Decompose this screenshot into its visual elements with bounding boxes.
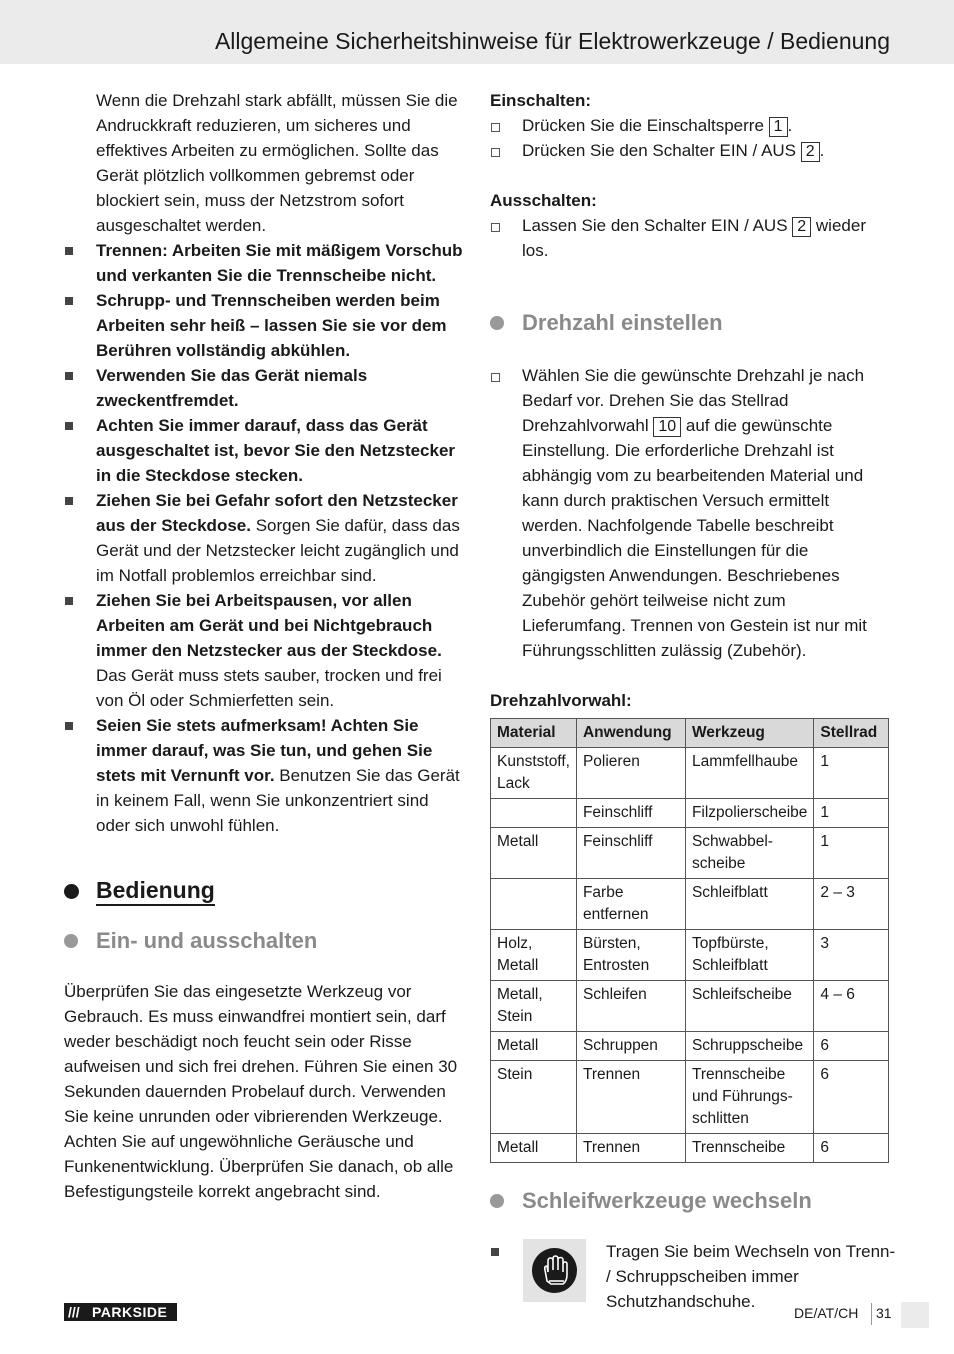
on-label: Einschalten:	[490, 91, 592, 110]
table-label: Drehzahlvorwahl:	[490, 691, 632, 710]
bullet-square-icon	[65, 297, 73, 305]
subsection-title: Ein- und ausschalten	[96, 928, 318, 953]
table-row	[491, 1134, 889, 1163]
subsection-heading	[64, 928, 464, 953]
table-header-cell: Anwendung	[576, 719, 685, 748]
table-header-cell: Stellrad	[814, 719, 889, 748]
parkside-logo: /// PARKSIDE	[64, 1303, 177, 1321]
bullet-square-icon	[65, 722, 73, 730]
table-header-cell: Werkzeug	[685, 719, 813, 748]
page-header	[0, 0, 954, 64]
bullet-square-icon	[65, 497, 73, 505]
key-ref: 10	[653, 417, 681, 437]
table-cell: 6	[814, 1061, 889, 1134]
safety-bullet: Trennen: Arbeiten Sie mit mäßigem Vorschub und verkanten Sie die Trennscheibe nicht.	[64, 238, 464, 288]
table-cell: Lammfellhaube	[685, 748, 813, 799]
checkbox-square-icon	[491, 148, 500, 157]
section-title: Bedienung	[96, 876, 215, 906]
table-cell: 6	[814, 1032, 889, 1061]
checkbox-square-icon	[491, 373, 500, 382]
safety-bullet: Verwenden Sie das Gerät niemals zweckentfremdet.	[64, 363, 464, 413]
bullet-square-icon	[65, 247, 73, 255]
safety-bullet: Ziehen Sie bei Gefahr sofort den Netzstecker aus der Steckdose. Sorgen Sie dafür, dass das Gerät und der Netzstecker leicht zugänglich und im Notfall problemlos erreichbar sind.	[64, 488, 464, 588]
table-row	[491, 748, 889, 799]
table-cell: Metall	[491, 828, 577, 879]
table-row	[491, 828, 889, 879]
bullet-square-icon	[491, 1248, 499, 1256]
table-cell: Farbe entfernen	[576, 879, 685, 930]
tool-change-heading	[490, 1188, 890, 1213]
table-cell: Topfbürste, Schleifblatt	[685, 930, 813, 981]
safety-bullet: Schrupp- und Trennscheiben werden beim Arbeiten sehr heiß – lassen Sie sie vor dem Berühren vollständig abkühlen.	[64, 288, 464, 363]
page-number: 31	[876, 1305, 892, 1321]
bullet-dot-icon	[64, 934, 78, 948]
off-label: Ausschalten:	[490, 191, 597, 210]
speed-heading	[490, 310, 890, 335]
table-cell: Schruppscheibe	[685, 1032, 813, 1061]
glove-text: Tragen Sie beim Wechseln von Trenn- / Schruppscheiben immer Schutzhandschuhe.	[606, 1242, 896, 1311]
footer-divider	[871, 1303, 872, 1325]
right-column	[490, 88, 896, 1311]
table-cell: 6	[814, 1134, 889, 1163]
speed-title: Drehzahl einstellen	[522, 310, 723, 335]
intro-paragraph: Wenn die Drehzahl stark abfällt, müssen Sie die Andruckkraft reduzieren, um sicheres und effektives Arbeiten zu ermöglichen. Sollte das Gerät plötzlich vollkommen gebremst oder blockiert sein, muss der Netzstrom sofort ausgeschaltet werden.	[96, 91, 458, 235]
on-step: Drücken Sie die Einschaltsperre 1 .	[490, 113, 890, 138]
table-cell: Polieren	[576, 748, 685, 799]
table-cell: 1	[814, 828, 889, 879]
page-title: Allgemeine Sicherheitshinweise für Elektrowerkzeuge / Bedienung	[214, 28, 890, 54]
table-cell	[491, 879, 577, 930]
table-cell: Feinschliff	[576, 799, 685, 828]
footer-tab	[901, 1302, 929, 1328]
table-cell: Schruppen	[576, 1032, 685, 1061]
table-cell: 1	[814, 799, 889, 828]
table-cell: Bürsten, Entrosten	[576, 930, 685, 981]
check-tool-paragraph: Überprüfen Sie das eingesetzte Werkzeug vor Gebrauch. Es muss einwandfrei montiert sein, darf weder beschädigt noch feucht sein oder Risse aufweisen und sich frei drehen. Führen Sie einen 30 Sekunden dauernden Probelauf durch. Verwenden Sie keine unrunden oder vibrierenden Werkzeuge. Achten Sie auf ungewöhnliche Geräusche und Funkenentwicklung. Überprüfen Sie danach, ob alle Befestigungsteile korrekt angebracht sind.	[64, 982, 458, 1201]
table-header-row	[491, 719, 889, 748]
table-cell: Holz, Metall	[491, 930, 577, 981]
on-steps-list	[490, 113, 890, 163]
key-ref: 2	[792, 217, 811, 237]
checkbox-square-icon	[491, 123, 500, 132]
table-cell: Schleifblatt	[685, 879, 813, 930]
tool-change-title: Schleifwerkzeuge wechseln	[522, 1188, 812, 1213]
left-column	[64, 88, 464, 1204]
bullet-dot-icon	[64, 884, 79, 899]
table-cell	[491, 799, 577, 828]
table-row	[491, 1032, 889, 1061]
table-row	[491, 981, 889, 1032]
bullet-square-icon	[65, 597, 73, 605]
table-cell: Kunststoff, Lack	[491, 748, 577, 799]
safety-bullet: Ziehen Sie bei Arbeitspausen, vor allen Arbeiten am Gerät und bei Nichtgebrauch immer den Netzstecker aus der Steckdose. Das Gerät muss stets sauber, trocken und frei von Öl oder Schmierfetten sein.	[64, 588, 464, 713]
table-cell: Schleifscheibe	[685, 981, 813, 1032]
table-cell: Metall	[491, 1032, 577, 1061]
glove-icon	[523, 1239, 586, 1302]
table-body	[491, 748, 889, 1163]
glove-hint	[490, 1239, 896, 1311]
table-cell: 4 – 6	[814, 981, 889, 1032]
table-cell: Feinschliff	[576, 828, 685, 879]
table-cell: Schleifen	[576, 981, 685, 1032]
table-cell: Trennscheibe und Führungs-schlitten	[685, 1061, 813, 1134]
bullet-dot-icon	[490, 1194, 504, 1208]
table-cell: Trennscheibe	[685, 1134, 813, 1163]
speed-table	[490, 718, 889, 1163]
safety-bullet: Achten Sie immer darauf, dass das Gerät ausgeschaltet ist, bevor Sie den Netzstecker in die Steckdose stecken.	[64, 413, 464, 488]
table-header-cell: Material	[491, 719, 577, 748]
footer-locale: DE/AT/CH	[794, 1305, 859, 1321]
safety-bullet-list	[64, 238, 464, 838]
table-row	[491, 799, 889, 828]
speed-step: Wählen Sie die gewünschte Drehzahl je nach Bedarf vor. Drehen Sie das Stellrad Drehzahlvorwahl 10 auf die gewünschte Einstellung. Die erforderliche Drehzahl ist abhängig vom zu bearbeitenden Material und kann durch praktischen Versuch ermittelt werden. Nachfolgende Tabelle beschreibt unverbindlich die Einstellungen für die gängigsten Anwendungen. Beschriebenes Zubehör gehört teilweise nicht zum Lieferumfang. Trennen von Gestein ist nur mit Führungsschlitten zulässig (Zubehör).	[490, 363, 890, 663]
table-cell: Trennen	[576, 1061, 685, 1134]
table-cell: Trennen	[576, 1134, 685, 1163]
key-ref: 2	[801, 142, 820, 162]
table-cell: Metall, Stein	[491, 981, 577, 1032]
table-row	[491, 879, 889, 930]
off-step: Lassen Sie den Schalter EIN / AUS 2 wieder los.	[490, 213, 890, 263]
table-cell: Filzpolierscheibe	[685, 799, 813, 828]
on-step: Drücken Sie den Schalter EIN / AUS 2 .	[490, 138, 890, 163]
table-cell: Metall	[491, 1134, 577, 1163]
safety-bullet: Seien Sie stets aufmerksam! Achten Sie immer darauf, was Sie tun, und gehen Sie stets mit Vernunft vor. Benutzen Sie das Gerät in keinem Fall, wenn Sie unkonzentriert sind oder sich unwohl fühlen.	[64, 713, 464, 838]
bullet-dot-icon	[490, 316, 504, 330]
table-row	[491, 1061, 889, 1134]
table-cell: Schwabbel-scheibe	[685, 828, 813, 879]
section-heading	[64, 876, 464, 906]
checkbox-square-icon	[491, 223, 500, 232]
bullet-square-icon	[65, 422, 73, 430]
table-cell: 1	[814, 748, 889, 799]
key-ref: 1	[769, 117, 788, 137]
table-cell: Stein	[491, 1061, 577, 1134]
table-row	[491, 930, 889, 981]
table-cell: 2 – 3	[814, 879, 889, 930]
table-cell: 3	[814, 930, 889, 981]
bullet-square-icon	[65, 372, 73, 380]
